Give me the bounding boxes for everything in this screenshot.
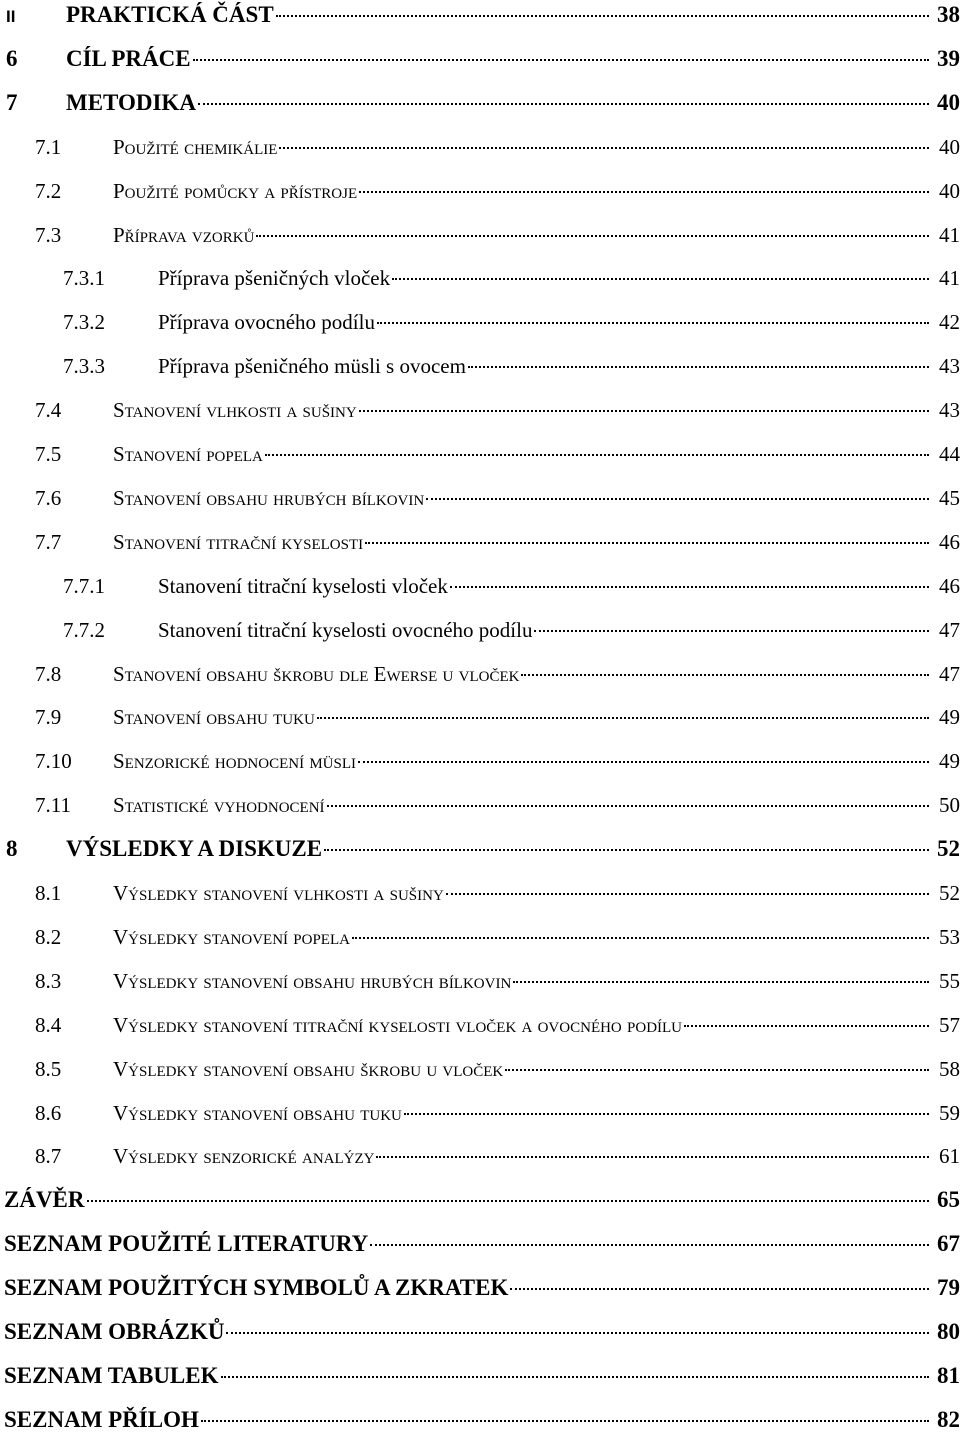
- toc-entry-title: Příprava pšeničných vloček: [158, 266, 391, 291]
- toc-entry[interactable]: [0, 1403, 960, 1437]
- toc-entry-page-number: 41: [939, 266, 960, 291]
- toc-entry[interactable]: [0, 876, 960, 910]
- toc-entry-page-number: 49: [939, 705, 960, 730]
- toc-entry-title: CÍL PRÁCE: [66, 45, 191, 71]
- dot-leader: [279, 147, 929, 149]
- toc-entry-title: Stanovení vlhkosti a sušiny: [113, 398, 357, 423]
- toc-entry[interactable]: [0, 0, 960, 32]
- toc-entry-page-number: 39: [937, 45, 960, 71]
- toc-entry[interactable]: [0, 130, 960, 164]
- toc-entry[interactable]: [0, 920, 960, 954]
- toc-entry-number: 7.6: [35, 485, 62, 510]
- toc-entry-page-number: 80: [937, 1319, 960, 1344]
- toc-entry-number: 7.5: [35, 442, 62, 466]
- toc-entry-title: Příprava pšeničného müsli s ovocem: [158, 354, 466, 379]
- toc-entry-title: SEZNAM OBRÁZKŮ: [4, 1319, 225, 1344]
- toc-entry-title: SEZNAM POUŽITÝCH SYMBOLŮ A ZKRATEK: [4, 1275, 509, 1301]
- toc-entry-page-number: 44: [939, 442, 960, 466]
- toc-entry-title: Stanovení popela: [113, 442, 263, 466]
- toc-entry-number: 8.2: [35, 924, 62, 949]
- toc-entry-page-number: 40: [937, 89, 960, 115]
- toc-entry-page-number: 79: [937, 1275, 960, 1301]
- toc-entry-title: Výsledky senzorické analýzy: [113, 1144, 375, 1169]
- toc-entry-page-number: 50: [939, 793, 960, 818]
- dot-leader: [468, 366, 929, 368]
- toc-entry[interactable]: [0, 1227, 960, 1261]
- toc-entry[interactable]: [0, 613, 960, 647]
- dot-leader: [392, 278, 929, 280]
- toc-entry[interactable]: [0, 1096, 960, 1130]
- toc-entry-page-number: 82: [937, 1406, 960, 1432]
- toc-entry[interactable]: [0, 964, 960, 998]
- toc-entry-page-number: 59: [939, 1100, 960, 1125]
- toc-entry-title: Výsledky stanovení vlhkosti a sušiny: [113, 881, 444, 905]
- toc-entry-title: Výsledky stanovení popela: [113, 924, 350, 949]
- toc-entry-number: 8.1: [35, 881, 62, 905]
- toc-entry[interactable]: [0, 349, 960, 383]
- toc-entry-number: 7: [6, 89, 18, 115]
- toc-entry-title: Stanovení obsahu hrubých bílkovin: [113, 485, 425, 510]
- toc-entry-number: 7.3: [35, 222, 62, 247]
- dot-leader: [365, 542, 929, 544]
- toc-entry-page-number: 49: [939, 749, 960, 774]
- dot-leader: [505, 1069, 929, 1071]
- toc-entry-page-number: 67: [937, 1231, 960, 1257]
- dot-leader: [684, 1025, 929, 1027]
- toc-entry-number: 7.9: [35, 705, 62, 730]
- dot-leader: [513, 981, 929, 983]
- toc-entry[interactable]: [0, 1183, 960, 1217]
- dot-leader: [352, 937, 929, 939]
- toc-entry-page-number: 61: [939, 1144, 960, 1169]
- toc-entry-title: Výsledky stanovení obsahu tuku: [113, 1100, 402, 1125]
- toc-entry-title: Stanovení obsahu škrobu dle Ewerse u vloček: [113, 661, 520, 686]
- toc-entry-number: 8.5: [35, 1056, 62, 1081]
- toc-entry[interactable]: [0, 42, 960, 76]
- toc-entry-page-number: 40: [939, 134, 960, 159]
- toc-entry-title: Příprava vzorků: [113, 222, 255, 247]
- toc-entry-title: Výsledky stanovení obsahu škrobu u vloček: [113, 1056, 504, 1081]
- toc-entry-number: II: [6, 7, 16, 26]
- toc-entry-number: 8.6: [35, 1100, 62, 1125]
- toc-entry[interactable]: [0, 1008, 960, 1042]
- toc-entry-page-number: 47: [939, 617, 960, 642]
- toc-entry-page-number: 55: [939, 968, 960, 993]
- dot-leader: [510, 1288, 929, 1290]
- dot-leader: [317, 717, 929, 719]
- toc-entry[interactable]: [0, 393, 960, 427]
- toc-entry-number: 7.7.1: [63, 573, 105, 598]
- toc-entry[interactable]: [0, 1139, 960, 1173]
- toc-entry[interactable]: [0, 174, 960, 208]
- dot-leader: [198, 103, 929, 105]
- dot-leader: [226, 1332, 929, 1334]
- toc-entry-title: SEZNAM PŘÍLOH: [4, 1406, 199, 1432]
- toc-entry-number: 7.3.3: [63, 354, 105, 379]
- toc-entry-title: Statistické vyhodnocení: [113, 793, 325, 818]
- toc-entry[interactable]: [0, 481, 960, 515]
- toc-entry-page-number: 47: [939, 661, 960, 686]
- toc-entry-number: 7.4: [35, 398, 62, 423]
- toc-entry-page-number: 52: [937, 836, 960, 862]
- toc-entry-page-number: 46: [939, 529, 960, 554]
- toc-entry-number: 8.7: [35, 1144, 62, 1169]
- toc-entry-number: 7.1: [35, 134, 62, 159]
- toc-entry-title: PRAKTICKÁ ČÁST: [66, 2, 274, 27]
- dot-leader: [193, 59, 929, 61]
- toc-entry-page-number: 46: [939, 573, 960, 598]
- dot-leader: [324, 849, 929, 851]
- toc-entry[interactable]: [0, 1052, 960, 1086]
- dot-leader: [359, 191, 929, 193]
- dot-leader: [265, 454, 929, 456]
- toc-entry-page-number: 42: [939, 310, 960, 335]
- toc-entry-title: ZÁVĚR: [4, 1187, 85, 1213]
- toc-entry-page-number: 65: [937, 1187, 960, 1213]
- dot-leader: [450, 586, 929, 588]
- toc-entry-number: 7.3.1: [63, 266, 105, 291]
- toc-entry-page-number: 53: [939, 924, 960, 949]
- toc-entry-page-number: 52: [939, 881, 960, 905]
- toc-entry-page-number: 45: [939, 485, 960, 510]
- toc-entry[interactable]: [0, 261, 960, 295]
- dot-leader: [87, 1200, 929, 1202]
- dot-leader: [426, 498, 929, 500]
- toc-entry[interactable]: [0, 1271, 960, 1305]
- toc-entry-title: Senzorické hodnocení müsli: [113, 749, 356, 774]
- dot-leader: [276, 15, 929, 17]
- toc-entry-number: 7.11: [35, 793, 71, 818]
- toc-entry-title: Příprava ovocného podílu: [158, 310, 375, 335]
- toc-entry-number: 7.10: [35, 749, 72, 774]
- dot-leader: [521, 674, 929, 676]
- toc-entry[interactable]: [0, 832, 960, 866]
- toc-entry[interactable]: [0, 1359, 960, 1393]
- toc-entry-title: Stanovení titrační kyselosti vloček: [158, 573, 448, 598]
- toc-entry-page-number: 38: [937, 2, 960, 27]
- toc-entry-page-number: 43: [939, 354, 960, 379]
- toc-entry-page-number: 43: [939, 398, 960, 423]
- toc-entry-title: Stanovení titrační kyselosti ovocného podílu: [158, 617, 533, 642]
- dot-leader: [256, 235, 929, 237]
- toc-entry-page-number: 57: [939, 1012, 960, 1037]
- toc-entry-number: 8.4: [35, 1012, 62, 1037]
- dot-leader: [404, 1113, 929, 1115]
- dot-leader: [377, 322, 929, 324]
- toc-entry-title: Použité pomůcky a přístroje: [113, 178, 358, 203]
- toc-entry-number: 7.2: [35, 178, 62, 203]
- toc-entry-title: SEZNAM POUŽITÉ LITERATURY: [4, 1231, 369, 1257]
- toc-entry-title: Výsledky stanovení obsahu hrubých bílkovin: [113, 968, 512, 993]
- toc-entry-title: METODIKA: [66, 89, 196, 115]
- toc-entry-number: 8.3: [35, 968, 62, 993]
- toc-entry-number: 7.3.2: [63, 310, 105, 335]
- dot-leader: [370, 1244, 929, 1246]
- toc-entry[interactable]: [0, 788, 960, 822]
- toc-entry[interactable]: [0, 525, 960, 559]
- toc-entry-title: Stanovení titrační kyselosti: [113, 529, 364, 554]
- toc-entry-title: Výsledky stanovení titrační kyselosti vloček a ovocného podílu: [113, 1012, 683, 1037]
- toc-entry-page-number: 40: [939, 178, 960, 203]
- toc-entry-number: 7.8: [35, 661, 62, 686]
- toc-entry-number: 7.7: [35, 529, 62, 554]
- toc-entry-title: Použité chemikálie: [113, 134, 278, 159]
- toc-entry-number: 6: [6, 45, 18, 71]
- dot-leader: [376, 1156, 929, 1158]
- dot-leader: [201, 1420, 929, 1422]
- toc-entry[interactable]: [0, 569, 960, 603]
- dot-leader: [221, 1376, 929, 1378]
- toc-entry-page-number: 81: [937, 1362, 960, 1388]
- toc-entry-number: 7.7.2: [63, 617, 105, 642]
- toc-entry-title: SEZNAM TABULEK: [4, 1362, 219, 1388]
- dot-leader: [327, 805, 929, 807]
- toc-entry-page-number: 41: [939, 222, 960, 247]
- toc-entry[interactable]: [0, 657, 960, 691]
- toc-entry[interactable]: [0, 437, 960, 471]
- dot-leader: [534, 630, 929, 632]
- toc-entry-page-number: 58: [939, 1056, 960, 1081]
- toc-entry[interactable]: [0, 744, 960, 778]
- dot-leader: [359, 410, 929, 412]
- toc-entry[interactable]: [0, 700, 960, 734]
- toc-entry-number: 8: [6, 836, 18, 862]
- toc-entry-title: VÝSLEDKY A DISKUZE: [66, 836, 323, 862]
- toc-entry[interactable]: [0, 86, 960, 120]
- toc-entry[interactable]: [0, 305, 960, 339]
- toc-entry[interactable]: [0, 1315, 960, 1349]
- toc-entry-title: Stanovení obsahu tuku: [113, 705, 315, 730]
- toc-entry[interactable]: [0, 218, 960, 252]
- dot-leader: [446, 893, 929, 895]
- dot-leader: [358, 761, 929, 763]
